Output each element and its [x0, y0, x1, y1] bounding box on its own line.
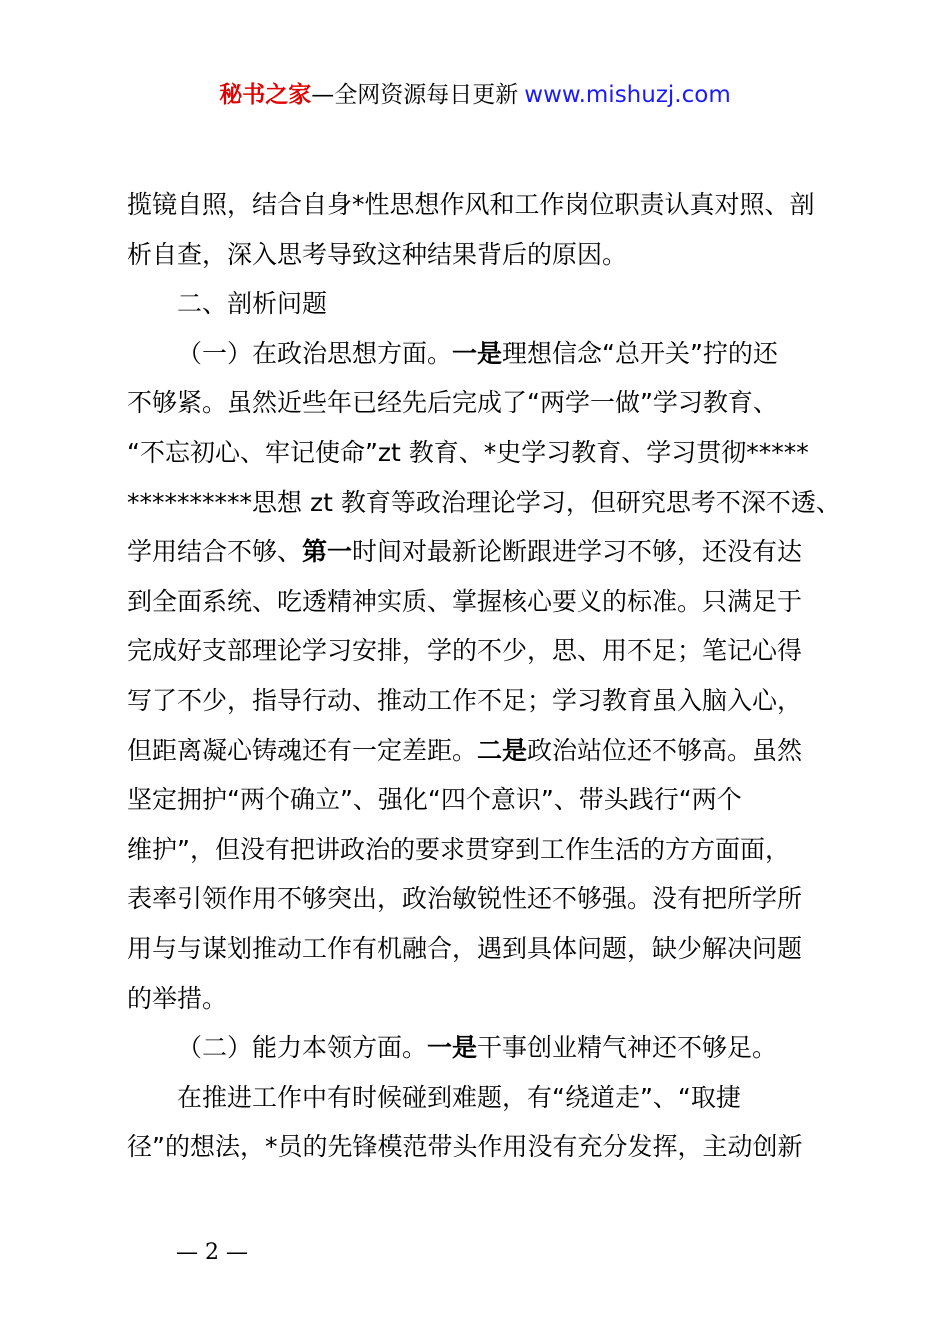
text-run: 干事创业精气神还不够足。 — [477, 1033, 778, 1063]
text-run: 理想信念“总开关”拧的还 — [502, 338, 778, 368]
paragraph-ability — [127, 1023, 839, 1073]
paragraph-political-thought — [127, 329, 839, 1023]
text-line: 径”的想法，*员的先锋模范带头作用没有充分发挥，主动创新 — [127, 1132, 803, 1162]
page-number: — 2 — — [176, 1240, 248, 1265]
text-line: 到全面系统、吃透精神实质、掌握核心要义的标准。只满足于 — [127, 586, 803, 616]
bold-keyword: 一是 — [427, 1033, 478, 1063]
text-line — [127, 527, 839, 577]
text-line: 析自查，深入思考导致这种结果背后的原因。 — [127, 239, 628, 269]
text-run: 时间对最新论断跟进学习不够，还没有达 — [352, 537, 803, 567]
text-run: （一）在政治思想方面。 — [177, 338, 453, 368]
text-line: 在推进工作中有时候碰到难题，有“绕道走”、“取捷 — [177, 1082, 741, 1112]
bold-keyword: 二是 — [477, 735, 528, 765]
text-run: 学用结合不够、 — [127, 537, 303, 567]
bold-keyword: 一是 — [452, 338, 503, 368]
text-line: 不够紧。虽然近些年已经先后完成了“两学一做”学习教育、 — [127, 388, 778, 418]
document-body — [127, 180, 839, 1172]
text-run: 但距离凝心铸魂还有一定差距。 — [127, 735, 478, 765]
paragraph-intro — [127, 180, 839, 279]
paragraph-work-issues — [127, 1073, 839, 1172]
text-run: （二）能力本领方面。 — [177, 1033, 428, 1063]
text-line — [127, 726, 839, 776]
header-tagline: —全网资源每日更新 — [311, 82, 519, 108]
text-line: “不忘初心、牢记使命”zt 教育、*史学习教育、学习贯彻***** — [127, 437, 809, 467]
text-line: 维护”，但没有把讲政治的要求贯穿到工作生活的方方面面， — [127, 834, 790, 864]
text-line: 表率引领作用不够突出，政治敏锐性还不够强。没有把所学所 — [127, 884, 803, 914]
text-run: 政治站位还不够高。虽然 — [527, 735, 803, 765]
text-line: 的举措。 — [127, 983, 228, 1013]
site-header — [0, 78, 950, 112]
text-line: 用与与谋划推动工作有机融合，遇到具体问题，缺少解决问题 — [127, 933, 803, 963]
text-line — [127, 329, 839, 379]
site-url-link[interactable]: www.mishuzj.com — [524, 82, 731, 108]
section-heading: 二、剖析问题 — [177, 289, 328, 319]
text-line: 揽镜自照，结合自身*性思想作风和工作岗位职责认真对照、剖 — [127, 190, 815, 219]
text-line: 坚定拥护“两个确立”、强化“四个意识”、带头践行“两个 — [127, 785, 742, 815]
text-line: **********思想 zt 教育等政治理论学习，但研究思考不深不透、 — [127, 487, 841, 517]
text-line: 完成好支部理论学习安排，学的不少，思、用不足；笔记心得 — [127, 636, 803, 666]
brand-name: 秘书之家 — [219, 82, 312, 108]
text-line: 写了不少，指导行动、推动工作不足；学习教育虽入脑入心， — [127, 685, 803, 715]
bold-keyword: 第一 — [302, 537, 353, 567]
